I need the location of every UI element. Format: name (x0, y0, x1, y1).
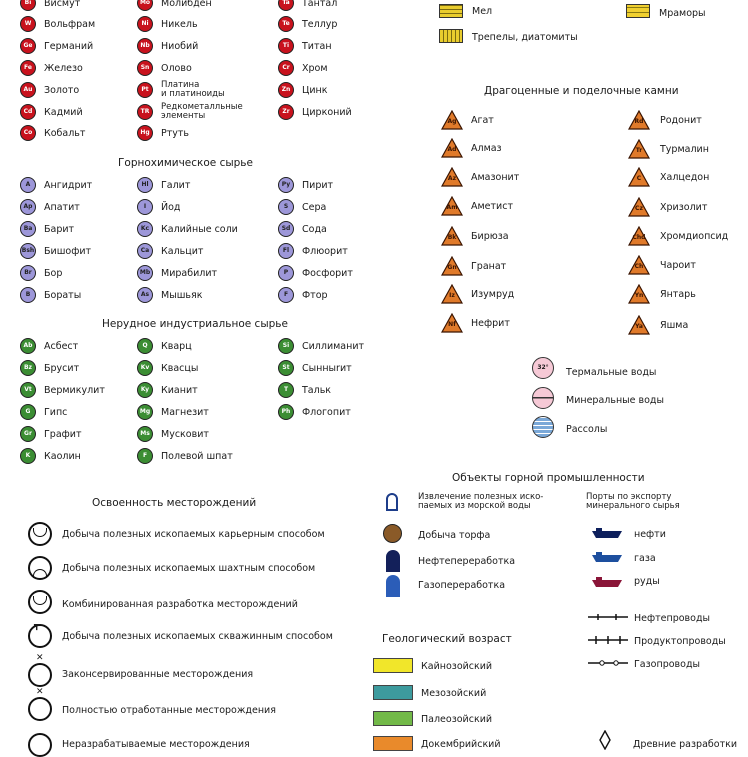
port-label: нефти (634, 529, 666, 540)
nonmetal-marker: St (278, 360, 294, 376)
metal-label: Ртуть (161, 128, 190, 139)
metal-marker: Nb (137, 38, 153, 54)
metal-marker: Zr (278, 104, 294, 120)
industry-label: Нефтепереработка (418, 556, 516, 567)
nonmetal-label: Кварц (161, 341, 192, 352)
gem-label: Чароит (660, 260, 696, 271)
gem-label: Изумруд (471, 289, 515, 300)
oil-port-icon (592, 528, 622, 538)
gem-code: Ya (635, 323, 643, 330)
chem-marker: Py (278, 177, 294, 193)
metal-marker: Fe (20, 60, 36, 76)
oil-refinery-icon (386, 550, 400, 572)
marble-label: Мраморы (659, 8, 706, 19)
brine-icon (532, 416, 554, 438)
gem-label: Нефрит (471, 318, 510, 329)
chem-marker: F (278, 287, 294, 303)
nonmetal-marker: Mg (137, 404, 153, 420)
nonmetal-label: Мусковит (161, 429, 209, 440)
gem-marker-icon (628, 315, 650, 335)
conserved-mark-icon: ✕ (36, 653, 44, 663)
oil-pipeline-icon (588, 612, 628, 622)
open-pit-icon (28, 522, 52, 546)
chem-marker: Hl (137, 177, 153, 193)
gem-label: Яшма (660, 320, 689, 331)
nonmetal-marker: Bz (20, 360, 36, 376)
gem-code: Ag (447, 118, 457, 125)
chem-label: Йод (161, 202, 181, 213)
metal-label: Кобальт (44, 128, 86, 139)
gem-label: Хризолит (660, 202, 708, 213)
metal-marker: Sn (137, 60, 153, 76)
ports-title: Порты по экспорту минерального сырья (586, 492, 680, 511)
industry-title: Объекты горной промышленности (452, 472, 645, 484)
thermal-water-icon: 32° (532, 357, 554, 379)
metal-marker: W (20, 16, 36, 32)
industry-label: Добыча торфа (418, 530, 491, 541)
dev-label: Добыча полезных ископаемых скважинным способом (62, 631, 333, 642)
dev-label: Законсервированные месторождения (62, 669, 254, 680)
chem-label: Бораты (44, 290, 82, 301)
nonmetal-label: Графит (44, 429, 82, 440)
age-swatch (373, 736, 413, 751)
age-label: Палеозойский (421, 714, 493, 725)
gem-label: Бирюза (471, 231, 509, 242)
brine-label: Рассолы (566, 424, 608, 435)
gem-code: Gn (447, 264, 457, 271)
gem-code: Rd (634, 118, 644, 125)
chem-label: Сера (302, 202, 327, 213)
metal-label: Редкометалльные элементы (161, 102, 243, 121)
nonmetal-label: Полевой шпат (161, 451, 233, 462)
nonmetal-marker: Si (278, 338, 294, 354)
nonmetal-label: Брусит (44, 363, 80, 374)
gem-code: Yn (634, 292, 644, 299)
ancient-workings-icon (598, 730, 612, 750)
ore-port-icon (592, 577, 622, 587)
gem-label: Турмалин (660, 144, 709, 155)
chem-label: Флюорит (302, 246, 348, 257)
gem-code: Ad (447, 146, 457, 153)
chem-marker: B (20, 287, 36, 303)
metal-marker: Ni (137, 16, 153, 32)
chem-label: Мышьяк (161, 290, 203, 301)
gem-code: Az (447, 175, 457, 182)
nonmetal-label: Магнезит (161, 407, 209, 418)
metal-label: Никель (161, 19, 198, 30)
nonmetal-title: Нерудное индустриальное сырье (102, 318, 288, 330)
chem-marker: Kc (137, 221, 153, 237)
chem-label: Апатит (44, 202, 80, 213)
gem-label: Агат (471, 115, 494, 126)
age-swatch (373, 685, 413, 700)
gem-marker-icon (628, 197, 650, 217)
nonmetal-label: Флогопит (302, 407, 351, 418)
underground-mine-icon (28, 556, 52, 580)
chem-marker: Sd (278, 221, 294, 237)
nonmetal-label: Тальк (302, 385, 332, 396)
metal-marker: Co (20, 125, 36, 141)
nonmetal-label: Вермикулит (44, 385, 105, 396)
port-label: руды (634, 576, 660, 587)
metal-marker: Ge (20, 38, 36, 54)
chem-label: Ангидрит (44, 180, 93, 191)
nonmetal-marker: Gr (20, 426, 36, 442)
sea-extraction-icon (386, 493, 398, 511)
chem-marker: P (278, 265, 294, 281)
metal-label: Теллур (302, 19, 338, 30)
nonmetal-marker: Ab (20, 338, 36, 354)
gem-marker-icon (441, 226, 463, 246)
undeveloped-deposit-icon (28, 733, 52, 757)
gem-marker-icon (441, 138, 463, 158)
gem-code: Chd (632, 234, 646, 241)
gem-label: Аметист (471, 201, 513, 212)
gem-marker-icon (441, 110, 463, 130)
depleted-mark-icon: ✕ (36, 687, 44, 697)
nonmetal-marker: Vt (20, 382, 36, 398)
metal-label: Цирконий (302, 107, 352, 118)
age-title: Геологический возраст (382, 633, 512, 645)
gem-code: Bk (447, 234, 457, 241)
nonmetal-marker: Q (137, 338, 153, 354)
chem-label: Пирит (302, 180, 334, 191)
metal-label: Висмут (44, 0, 81, 9)
pipeline-label: Нефтепроводы (634, 613, 711, 624)
product-pipeline-icon (588, 635, 628, 645)
metal-label: Олово (161, 63, 192, 74)
tripoli-swatch (439, 29, 463, 43)
chem-label: Кальцит (161, 246, 204, 257)
gem-marker-icon (628, 139, 650, 159)
dev-label: Неразрабатываемые месторождения (62, 739, 250, 750)
chem-label: Фосфорит (302, 268, 353, 279)
metal-label: Германий (44, 41, 94, 52)
chem-label: Бор (44, 268, 63, 279)
age-swatch (373, 658, 413, 673)
metal-marker: Au (20, 82, 36, 98)
metal-marker: Cd (20, 104, 36, 120)
age-swatch (373, 711, 413, 726)
metal-marker: Bi (20, 0, 36, 11)
pipeline-label: Газопроводы (634, 659, 701, 670)
gem-label: Халцедон (660, 172, 710, 183)
chem-label: Мирабилит (161, 268, 218, 279)
metal-marker: Ti (278, 38, 294, 54)
mineral-water-icon (532, 387, 554, 409)
peat-icon (383, 524, 402, 543)
chem-marker: A (20, 177, 36, 193)
metal-marker: Mo (137, 0, 153, 11)
chem-marker: Bsh (20, 243, 36, 259)
nonmetal-marker: Ky (137, 382, 153, 398)
nonmetal-marker: Ph (278, 404, 294, 420)
pipeline-label: Продуктопроводы (634, 636, 726, 647)
industry-label: Газопереработка (418, 580, 506, 591)
gem-marker-icon (628, 167, 650, 187)
metal-marker: Ta (278, 0, 294, 11)
gem-code: C (636, 175, 642, 182)
nonmetal-label: Гипс (44, 407, 68, 418)
metal-label: Тантал (302, 0, 338, 9)
conserved-deposit-icon (28, 663, 52, 687)
depleted-deposit-icon (28, 697, 52, 721)
gem-code: Iz (449, 292, 455, 299)
nonmetal-label: Кианит (161, 385, 198, 396)
gems-title: Драгоценные и поделочные камни (484, 85, 679, 97)
gem-code: Tr (635, 147, 643, 154)
chem-marker: Br (20, 265, 36, 281)
combined-mine-icon (28, 590, 52, 614)
age-label: Кайнозойский (421, 661, 493, 672)
chem-label: Барит (44, 224, 75, 235)
borehole-mine-icon (28, 624, 52, 648)
gem-marker-icon (628, 255, 650, 275)
industry-label: Извлечение полезных иско- паемых из морской воды (418, 492, 544, 511)
metal-label: Цинк (302, 85, 328, 96)
age-label: Мезозойский (421, 688, 487, 699)
nonmetal-label: Сынныrит (302, 363, 352, 374)
marble-swatch (626, 4, 650, 18)
metal-label: Хром (302, 63, 328, 74)
nonmetal-label: Силлиманит (302, 341, 365, 352)
chem-marker: Ba (20, 221, 36, 237)
metal-label: Ниобий (161, 41, 199, 52)
chem-label: Фтор (302, 290, 328, 301)
chem-label: Галит (161, 180, 191, 191)
dev-label: Добыча полезных ископаемых карьерным способом (62, 529, 325, 540)
gem-code: Am (446, 204, 458, 211)
chem-label: Сода (302, 224, 327, 235)
chem-marker: Ca (137, 243, 153, 259)
gem-label: Алмаз (471, 143, 502, 154)
chem-marker: I (137, 199, 153, 215)
thermal-water-label: Термальные воды (566, 367, 657, 378)
metal-label: Кадмий (44, 107, 83, 118)
gem-marker-icon (441, 313, 463, 333)
nonmetal-label: Асбест (44, 341, 79, 352)
gem-label: Родонит (660, 115, 702, 126)
nonmetal-marker: T (278, 382, 294, 398)
chalk-swatch (439, 4, 463, 18)
metal-marker: Cr (278, 60, 294, 76)
gem-code: Ch (634, 263, 644, 270)
nonmetal-marker: Ms (137, 426, 153, 442)
gas-port-icon (592, 552, 622, 562)
metal-marker: TR (137, 104, 153, 120)
gem-marker-icon (628, 284, 650, 304)
gem-code: Nf (448, 321, 456, 328)
metal-label: Титан (302, 41, 332, 52)
gem-marker-icon (441, 167, 463, 187)
dev-title: Освоенность месторождений (92, 497, 257, 509)
chalk-label: Мел (472, 6, 493, 17)
borehole-mark-icon: ┳ (34, 621, 40, 631)
chem-marker: Mb (137, 265, 153, 281)
nonmetal-label: Квасцы (161, 363, 199, 374)
gem-code: Cz (635, 205, 643, 212)
tripoli-label: Трепелы, диатомиты (472, 32, 578, 43)
nonmetal-marker: G (20, 404, 36, 420)
gem-label: Хромдиопсид (660, 231, 729, 242)
gem-label: Гранат (471, 261, 507, 272)
metal-label: Вольфрам (44, 19, 96, 30)
metal-label: Молибден (161, 0, 212, 9)
metal-marker: Hg (137, 125, 153, 141)
gas-pipeline-icon (588, 658, 628, 668)
chem-title: Горнохимическое сырье (118, 157, 253, 169)
port-label: газа (634, 553, 656, 564)
dev-label: Комбинированная разработка месторождений (62, 599, 298, 610)
chem-label: Калийные соли (161, 224, 238, 235)
gem-marker-icon (441, 256, 463, 276)
gem-marker-icon (441, 284, 463, 304)
gem-marker-icon (628, 110, 650, 130)
gem-label: Янтарь (660, 289, 696, 300)
nonmetal-marker: K (20, 448, 36, 464)
metal-marker: Zn (278, 82, 294, 98)
age-label: Докембрийский (421, 739, 501, 750)
nonmetal-marker: Kv (137, 360, 153, 376)
chem-marker: S (278, 199, 294, 215)
metal-marker: Pt (137, 82, 153, 98)
dev-label: Полностью отработанные месторождения (62, 705, 276, 716)
metal-marker: Te (278, 16, 294, 32)
gas-processing-icon (386, 575, 400, 597)
chem-marker: Fl (278, 243, 294, 259)
gem-marker-icon (441, 196, 463, 216)
mineral-water-label: Минеральные воды (566, 395, 665, 406)
chem-marker: Ap (20, 199, 36, 215)
chem-marker: As (137, 287, 153, 303)
dev-label: Добыча полезных ископаемых шахтным способом (62, 563, 316, 574)
nonmetal-label: Каолин (44, 451, 81, 462)
metal-label: Платина и платиноиды (161, 80, 225, 99)
nonmetal-marker: F (137, 448, 153, 464)
ancient-workings-label: Древние разработки (633, 739, 738, 750)
gem-marker-icon (628, 226, 650, 246)
metal-label: Золото (44, 85, 80, 96)
metal-label: Железо (44, 63, 83, 74)
gem-label: Амазонит (471, 172, 520, 183)
chem-label: Бишофит (44, 246, 92, 257)
